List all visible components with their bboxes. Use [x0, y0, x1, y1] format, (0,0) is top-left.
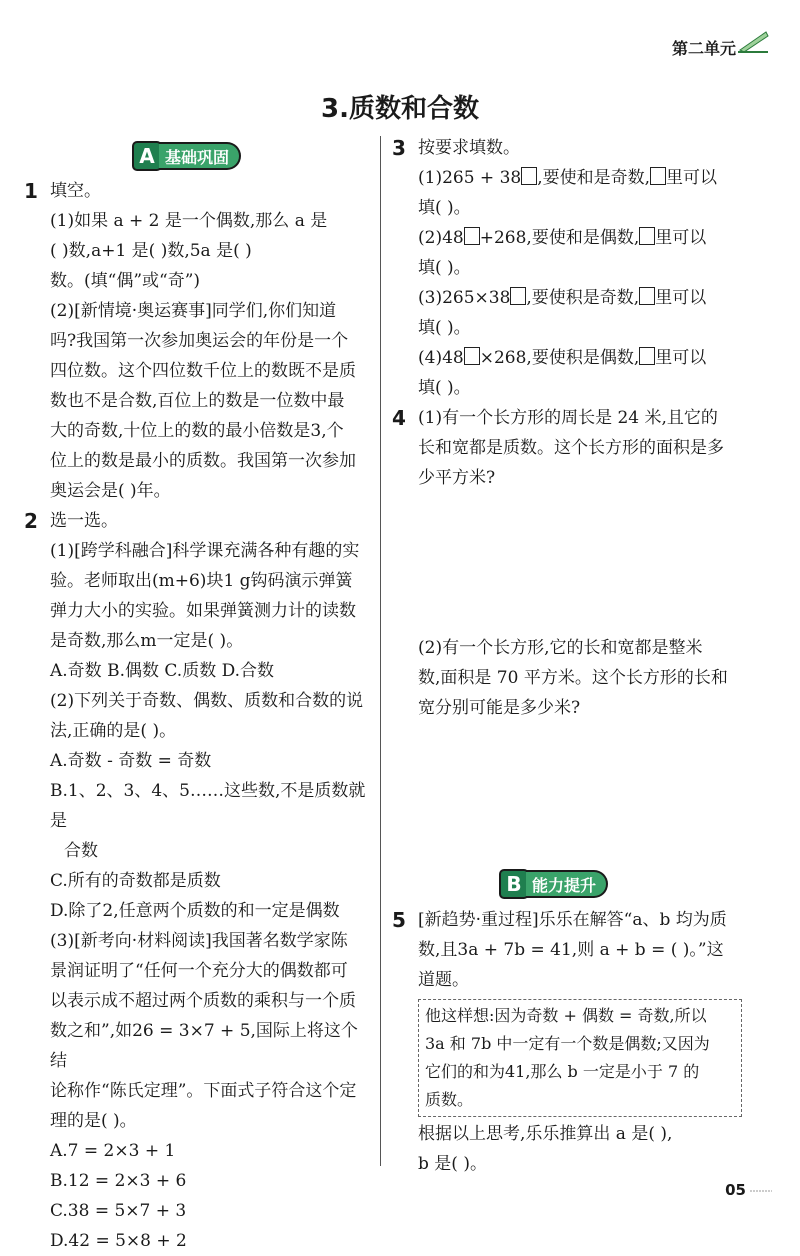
note-line: 它们的和为41,那么 b 一定是小于 7 的 — [425, 1062, 700, 1081]
q2-line: C.38 = 5×7 + 3 — [50, 1201, 187, 1221]
section-b-badge — [499, 870, 608, 898]
section-a-letter: A — [132, 141, 162, 171]
q3-fill[interactable]: 填( )。 — [418, 198, 471, 218]
q2-line: B.1、2、3、4、5……这些数,不是质数就是 — [50, 781, 366, 831]
q4-line: (2)有一个长方形,它的长和宽都是整米 — [418, 638, 703, 658]
blank-box — [639, 347, 655, 365]
q5-line: 数,且3a + 7b = 41,则 a + b = ( )。”这 — [418, 940, 724, 960]
section-a-badge — [132, 142, 241, 170]
question-3 — [392, 133, 742, 403]
q2-line: D.除了2,任意两个质数的和一定是偶数 — [50, 901, 340, 921]
q2-line: 法,正确的是( )。 — [50, 721, 177, 741]
left-column — [24, 176, 372, 1256]
question-number: 3 — [392, 136, 406, 160]
q2-line: 数之和”,如26 = 3×7 + 5,国际上将这个结 — [50, 1021, 358, 1071]
question-5 — [392, 905, 742, 1179]
q1-line: 数也不是合数,百位上的数是一位数中最 — [50, 391, 345, 411]
answer-space[interactable] — [418, 493, 742, 633]
q2-line: (1)[跨学科融合]科学课充满各种有趣的实 — [50, 541, 360, 561]
q2-line: A.奇数 - 奇数 = 奇数 — [50, 751, 212, 771]
q3-fill[interactable]: 填( )。 — [418, 378, 471, 398]
blank-box[interactable] — [464, 227, 480, 245]
q1-line: ( )数,a+1 是( )数,5a 是( ) — [50, 241, 252, 261]
q3-item: (4)48 ×268,要使积是偶数, 里可以 — [418, 348, 707, 368]
q5-line: 根据以上思考,乐乐推算出 a 是( ), — [418, 1124, 673, 1144]
q4-line: 数,面积是 70 平方米。这个长方形的长和 — [418, 668, 728, 688]
q2-line: 论称作“陈氏定理”。下面式子符合这个定 — [50, 1081, 357, 1101]
q4-line: 长和宽都是质数。这个长方形的面积是多 — [418, 438, 724, 458]
q2-line: 弹力大小的实验。如果弹簧测力计的读数 — [50, 601, 356, 621]
question-5-block — [392, 905, 742, 1179]
q3-item: (3)265×38 ,要使积是奇数, 里可以 — [418, 288, 707, 308]
q2-line: A.奇数 B.偶数 C.质数 D.合数 — [50, 661, 275, 681]
q2-line: B.12 = 2×3 + 6 — [50, 1171, 187, 1191]
right-column — [392, 133, 742, 853]
q3-item: (2)48 +268,要使和是偶数, 里可以 — [418, 228, 707, 248]
blank-box[interactable] — [510, 287, 526, 305]
q3-fill[interactable]: 填( )。 — [418, 318, 471, 338]
pencil-ruler-icon — [736, 28, 770, 54]
page-number: 05 — [725, 1181, 746, 1199]
q1-line: 奥运会是( )年。 — [50, 481, 171, 501]
section-a-label: 基础巩固 — [159, 142, 241, 170]
q5-line: [新趋势·重过程]乐乐在解答“a、b 均为质 — [418, 910, 727, 930]
q4-line: 少平方米? — [418, 468, 496, 488]
blank-box — [650, 167, 666, 185]
page-title: 3.质数和合数 — [321, 94, 479, 124]
question-1 — [24, 176, 372, 506]
q2-line: (3)[新考向·材料阅读]我国著名数学家陈 — [50, 931, 348, 951]
q1-line: 数。(填“偶”或“奇”) — [50, 271, 201, 291]
question-number: 4 — [392, 406, 406, 430]
question-number: 2 — [24, 509, 38, 533]
q2-line: 以表示成不超过两个质数的乘积与一个质 — [50, 991, 356, 1011]
blank-box[interactable] — [521, 167, 537, 185]
note-line: 3a 和 7b 中一定有一个数是偶数;又因为 — [425, 1034, 710, 1053]
q2-line: 选一选。 — [50, 511, 118, 531]
q2-line: D.42 = 5×8 + 2 — [50, 1231, 187, 1251]
q1-line: 位上的数是最小的质数。我国第一次参加 — [50, 451, 356, 471]
q1-line: (1)如果 a + 2 是一个偶数,那么 a 是 — [50, 211, 328, 231]
question-4 — [392, 403, 742, 853]
q5-line: b 是( )。 — [418, 1154, 487, 1174]
answer-space[interactable] — [418, 723, 742, 853]
q1-line: 填空。 — [50, 181, 101, 201]
q4-line: 宽分别可能是多少米? — [418, 698, 581, 718]
q4-line: (1)有一个长方形的周长是 24 米,且它的 — [418, 408, 718, 428]
q3-item: (1)265 + 38 ,要使和是奇数, 里可以 — [418, 168, 718, 188]
column-divider — [380, 136, 381, 1166]
question-number: 5 — [392, 908, 406, 932]
q2-line: 景润证明了“任何一个充分大的偶数都可 — [50, 961, 348, 981]
q2-line: (2)下列关于奇数、偶数、质数和合数的说 — [50, 691, 364, 711]
q1-line: (2)[新情境·奥运赛事]同学们,你们知道 — [50, 301, 337, 321]
page-decoration-icon — [750, 1187, 772, 1195]
question-2 — [24, 506, 372, 1256]
note-line: 他这样想:因为奇数 + 偶数 = 奇数,所以 — [425, 1006, 707, 1025]
q2-line: 理的是( )。 — [50, 1111, 137, 1131]
q2-line: 验。老师取出(m+6)块1 g钩码演示弹簧 — [50, 571, 353, 591]
blank-box — [639, 287, 655, 305]
thinking-note-box — [418, 999, 742, 1117]
section-b-letter: B — [499, 869, 529, 899]
blank-box[interactable] — [464, 347, 480, 365]
q2-line: 是奇数,那么m一定是( )。 — [50, 631, 244, 651]
blank-box — [639, 227, 655, 245]
q2-line: A.7 = 2×3 + 1 — [50, 1141, 176, 1161]
q2-line: 合数 — [64, 841, 98, 861]
q1-line: 四位数。这个四位数千位上的数既不是质 — [50, 361, 356, 381]
q1-line: 大的奇数,十位上的数的最小倍数是3,个 — [50, 421, 344, 441]
q1-line: 吗?我国第一次参加奥运会的年份是一个 — [50, 331, 349, 351]
unit-label: 第二单元 — [671, 39, 736, 58]
section-b-label: 能力提升 — [526, 870, 608, 898]
question-number: 1 — [24, 179, 38, 203]
note-line: 质数。 — [425, 1090, 474, 1109]
q3-fill[interactable]: 填( )。 — [418, 258, 471, 278]
q2-line: C.所有的奇数都是质数 — [50, 871, 221, 891]
q3-intro: 按要求填数。 — [418, 138, 520, 158]
q5-line: 道题。 — [418, 970, 469, 990]
